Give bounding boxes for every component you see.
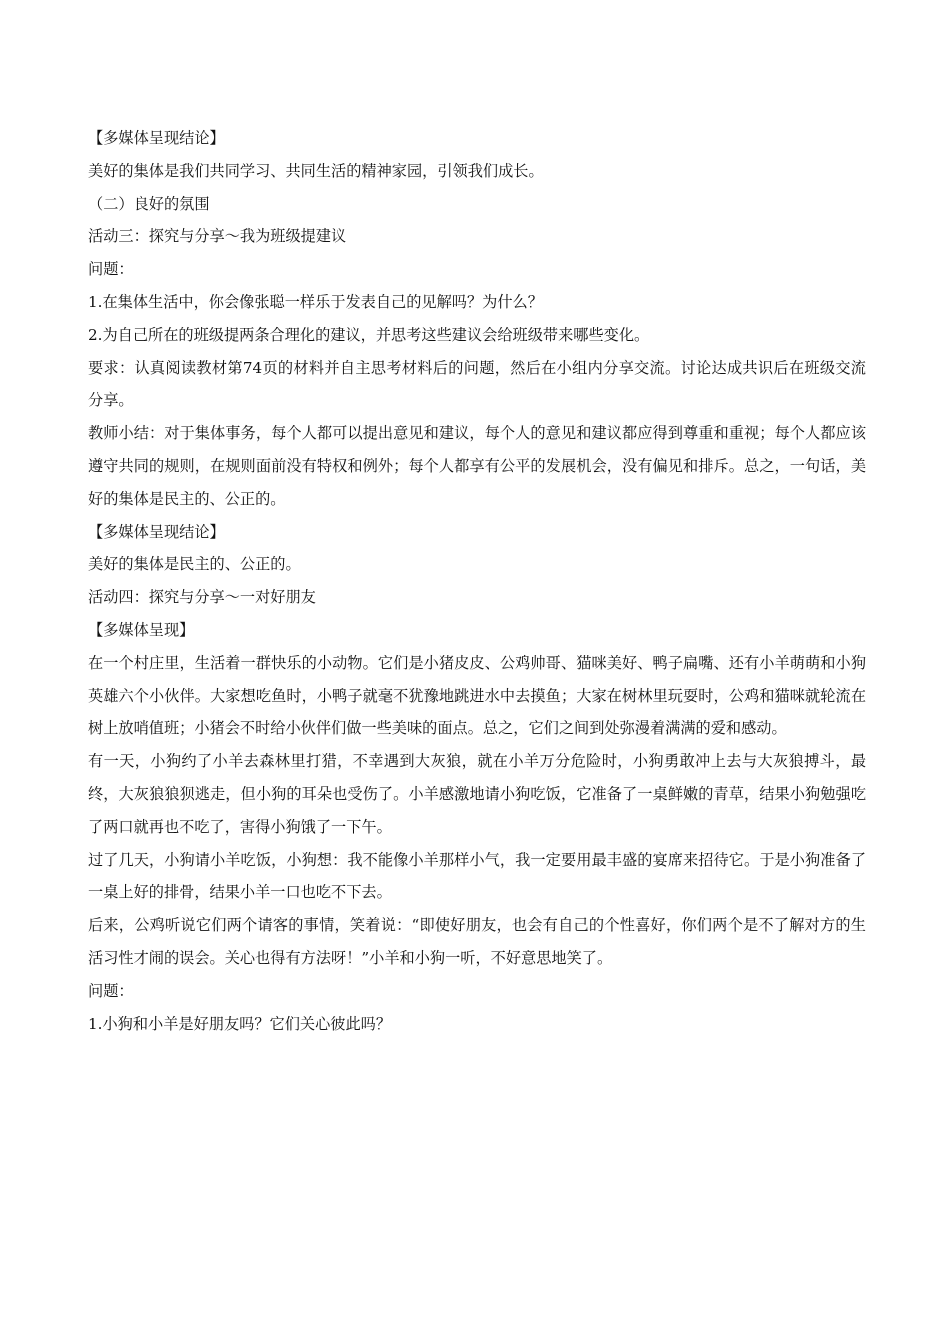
question-label: 问题：: [88, 260, 134, 279]
story-paragraph: 过了几天，小狗请小羊吃饭，小狗想：我不能像小羊那样小气，我一定要用最丰盛的宴席来招待它。于是小狗准备了一桌上好的排骨，结果小羊一口也吃不下去。: [88, 850, 866, 902]
paragraph: 美好的集体是民主的、公正的。: [88, 555, 301, 574]
document-body: [88, 122, 866, 1040]
requirement-paragraph: 要求：认真阅读教材第74页的材料并自主思考材料后的问题，然后在小组内分享交流。讨论达成共识后在班级交流分享。: [88, 358, 866, 410]
activity-title: 活动四：探究与分享～一对好朋友: [88, 588, 316, 607]
heading-multimedia-conclusion: 【多媒体呈现结论】: [88, 522, 225, 541]
story-paragraph: 有一天，小狗约了小羊去森林里打猎，不幸遇到大灰狼，就在小羊万分危险时，小狗勇敢冲上去与大灰狼搏斗，最终，大灰狼狼狈逃走，但小狗的耳朵也受伤了。小羊感激地请小狗吃饭，它准备了一桌鲜嫩的青草，结果小狗勉强吃了两口就再也不吃了，害得小狗饿了一下午。: [88, 752, 866, 836]
paragraph: 美好的集体是我们共同学习、共同生活的精神家园，引领我们成长。: [88, 161, 544, 180]
heading-multimedia-conclusion: 【多媒体呈现结论】: [88, 129, 225, 147]
teacher-summary: 教师小结：对于集体事务，每个人都可以提出意见和建议，每个人的意见和建议都应得到尊重和重视；每个人都应该遵守共同的规则，在规则面前没有特权和例外；每个人都享有公平的发展机会，没有偏见和排斥。总之，一句话，美好的集体是民主的、公正的。: [88, 424, 866, 508]
activity-title: 活动三：探究与分享～我为班级提建议: [88, 227, 347, 246]
story-paragraph: 在一个村庄里，生活着一群快乐的小动物。它们是小猪皮皮、公鸡帅哥、猫咪美好、鸭子扁嘴、还有小羊萌萌和小狗英雄六个小伙伴。大家想吃鱼时，小鸭子就毫不犹豫地跳进水中去摸鱼；大家在树林里玩耍时，公鸡和猫咪就轮流在树上放哨值班；小猪会不时给小伙伴们做一些美味的面点。总之，它们之间到处弥漫着满满的爱和感动。: [88, 653, 866, 738]
section-heading: （二）良好的氛围: [88, 194, 210, 213]
question-label: 问题：: [88, 981, 134, 1000]
question-item: 2.为自己所在的班级提两条合理化的建议，并思考这些建议会给班级带来哪些变化。: [88, 325, 650, 344]
story-paragraph: 后来，公鸡听说它们两个请客的事情，笑着说：“即使好朋友，也会有自己的个性喜好，你们两个是不了解对方的生活习性才闹的误会。关心也得有方法呀！”小羊和小狗一听，不好意思地笑了。: [88, 916, 866, 967]
heading-multimedia: 【多媒体呈现】: [88, 620, 195, 639]
question-item: 1.在集体生活中，你会像张聪一样乐于发表自己的见解吗？为什么？: [88, 292, 543, 311]
question-item: 1.小狗和小羊是好朋友吗？它们关心彼此吗？: [88, 1014, 392, 1033]
